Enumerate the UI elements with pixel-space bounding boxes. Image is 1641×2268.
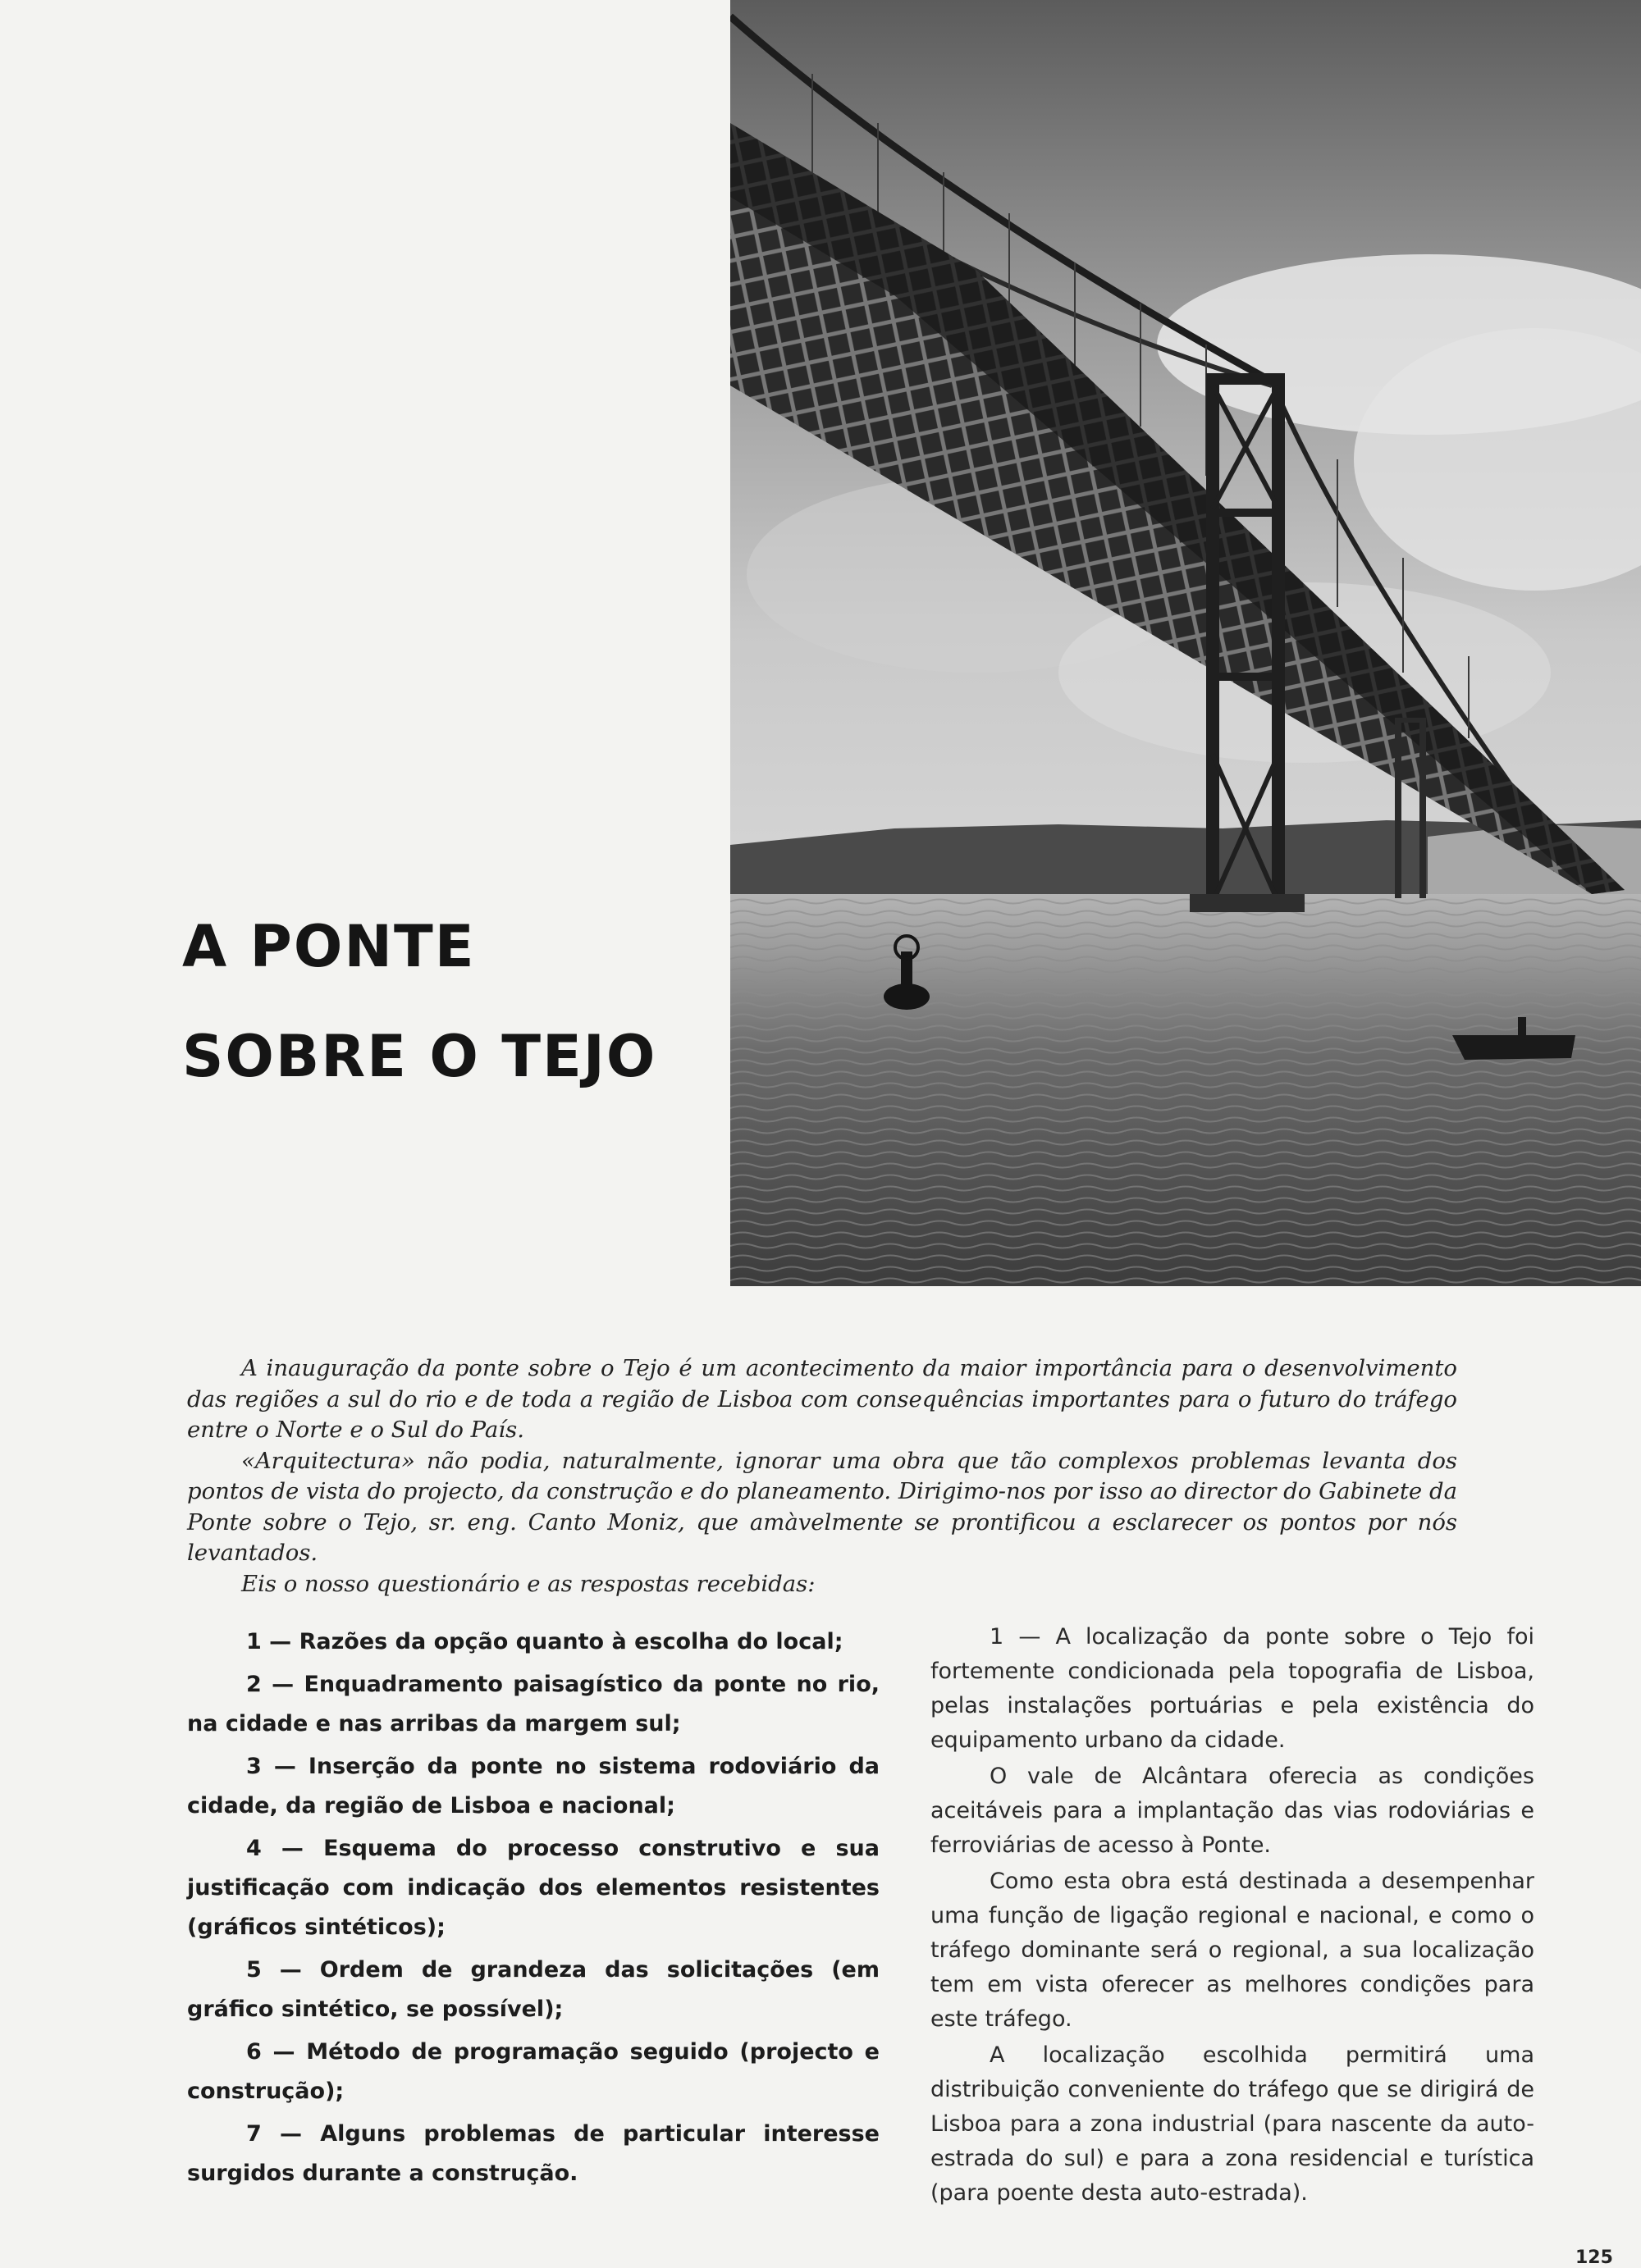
page-number: 125 (1575, 2247, 1613, 2268)
question-item: 1 — Razões da opção quanto à escolha do local; (246, 1629, 843, 1654)
title-line-1: A PONTE (182, 912, 476, 980)
questionnaire-list (187, 1622, 880, 2197)
question-item: 2 — Enquadramento paisagístico da ponte no rio, na cidade e nas arribas da margem sul; (187, 1672, 880, 1736)
intro-text (187, 1353, 1457, 1599)
intro-paragraph: «Arquitectura» não podia, naturalmente, ignorar uma obra que tão complexos problemas levanta dos pontos de vista do projecto, da construção e do planeamento. Dirigimo-nos por isso ao director do Gabinete da Ponte sobre o Tejo, sr. eng. Canto Moniz, que amàvelmente se prontificou a esclarecer os pontos por nós levantados. (187, 1447, 1457, 1566)
answer-paragraph: Como esta obra está destinada a desempenhar uma função de ligação regional e nacional, e como o tráfego dominante será o regional, a sua localização tem em vista oferecer as melhores condições para este tráfego. (930, 1869, 1534, 2032)
answer-paragraph: A localização escolhida permitirá uma distribuição conveniente do tráfego que se dirigirá de Lisboa para a zona industrial (para nascente da auto-estrada do sul) e para a zona residencial e turística (para poente desta auto-estrada). (930, 2042, 1534, 2206)
bridge-illustration (730, 0, 1641, 1286)
question-item: 6 — Método de programação seguido (projecto e construção); (187, 2039, 880, 2104)
intro-paragraph: A inauguração da ponte sobre o Tejo é um acontecimento da maior importância para o desenvolvimento das regiões a sul do rio e de toda a região de Lisboa com consequências importantes para o futuro do tráfego entre o Norte e o Sul do País. (187, 1355, 1457, 1443)
question-item: 3 — Inserção da ponte no sistema rodoviário da cidade, da região de Lisboa e nacional; (187, 1754, 880, 1819)
question-item: 7 — Alguns problemas de particular interesse surgidos durante a construção. (187, 2121, 880, 2186)
answer-paragraph: O vale de Alcântara oferecia as condições aceitáveis para a implantação das vias rodoviárias e ferroviárias de acesso à Ponte. (930, 1764, 1534, 1858)
answers-column (930, 1620, 1534, 2212)
answer-paragraph: 1 — A localização da ponte sobre o Tejo foi fortemente condicionada pela topografia de Lisboa, pelas instalações portuárias e pela existência do equipamento urbano da cidade. (930, 1624, 1534, 1753)
bridge-photo (730, 0, 1641, 1286)
intro-paragraph: Eis o nosso questionário e as respostas recebidas: (241, 1570, 816, 1597)
question-item: 4 — Esquema do processo construtivo e sua justificação com indicação dos elementos resistentes (gráficos sintéticos); (187, 1836, 880, 1940)
question-item: 5 — Ordem de grandeza das solicitações (em gráfico sintético, se possível); (187, 1957, 880, 2022)
title-line-2: SOBRE O TEJO (182, 1022, 657, 1090)
article-title (182, 892, 691, 1111)
